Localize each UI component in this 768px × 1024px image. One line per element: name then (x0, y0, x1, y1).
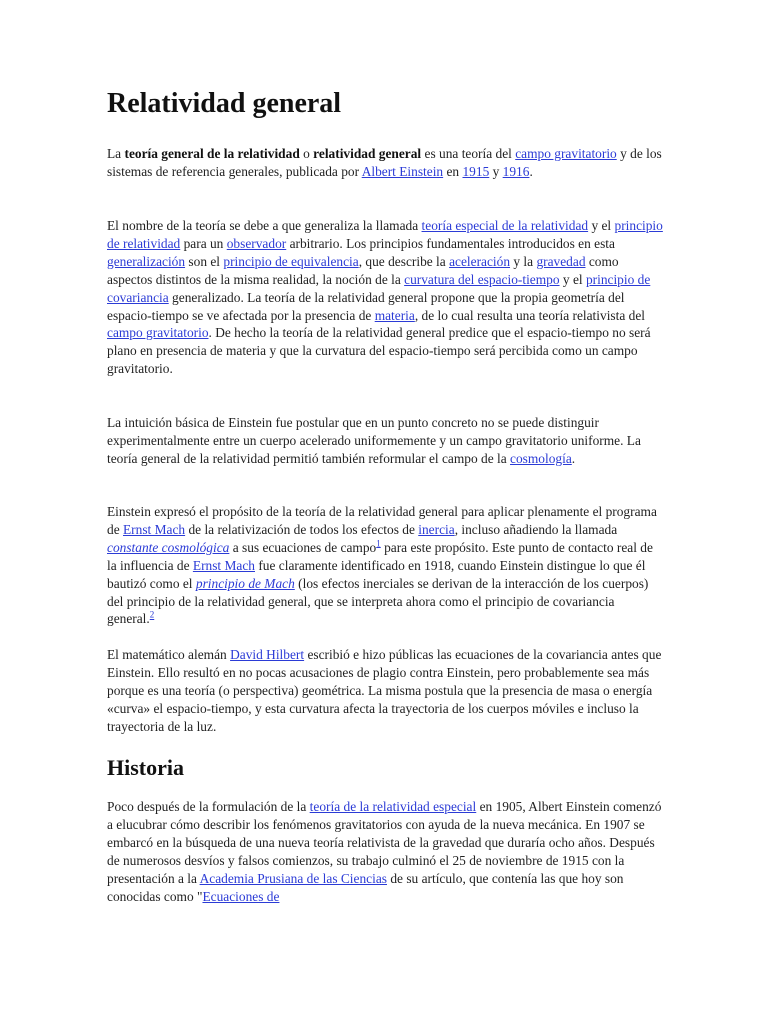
text: o (299, 146, 314, 161)
paragraph-mach (107, 503, 663, 628)
text: y de los sistemas de referencia generales, publicada por (107, 146, 662, 179)
text: en 1905, Albert Einstein comenzó a elucubrar cómo describir los fenómenos gravitatorios con ayuda de la nueva mecánica. En 1907 se embarcó en la búsqueda de una nueva teoría relativista de la gravedad que duraría ocho años. Después de numerosos desvíos y falsos comienzos, su trabajo culminó el 25 de noviembre de 1915 con la presentación a la (107, 799, 662, 886)
link-campo-gravitatorio-2[interactable]: campo gravitatorio (107, 325, 209, 341)
paragraph-intro (107, 145, 663, 181)
footnote-2[interactable] (150, 610, 155, 620)
link-david-hilbert[interactable]: David Hilbert (230, 647, 305, 662)
text: para este propósito. Este punto de contacto real de la influencia de (107, 539, 653, 573)
text: como aspectos distintos de la misma realidad, la noción de la (107, 253, 619, 287)
text: La intuición básica de Einstein fue postular que en un punto concreto no se puede distinguir experimentalmente entre un cuerpo acelerado uniformemente y un campo gravitatorio uniforme. La teoría general de la relatividad permitió también reformular el campo de la (107, 415, 641, 466)
text: y el (588, 218, 615, 233)
link-principio-covariancia[interactable]: principio de covariancia (107, 271, 651, 305)
section-heading-historia: Historia (107, 755, 184, 780)
link-observador[interactable]: observador (226, 235, 287, 251)
footnote-link[interactable]: 1 (376, 538, 381, 549)
text: y el (559, 271, 586, 287)
link-gravedad[interactable]: gravedad (536, 253, 586, 269)
link-curvatura-espacio-tiempo[interactable]: curvatura del espacio-tiempo (404, 271, 560, 287)
footnote-link[interactable]: 2 (149, 609, 155, 620)
paragraph-hilbert (107, 646, 663, 736)
link-generalizacion[interactable]: generalización (107, 253, 186, 269)
text: El matemático alemán (107, 647, 231, 662)
paragraph-historia (107, 798, 663, 905)
link-principio-relatividad[interactable]: principio de relatividad (107, 218, 663, 251)
link-1916[interactable]: 1916 (502, 163, 530, 179)
link-ernst-mach-2[interactable]: Ernst Mach (192, 557, 255, 573)
link-albert-einstein[interactable]: Albert Einstein (361, 163, 444, 179)
text: Poco después de la formulación de la (107, 799, 310, 814)
link-ecuaciones-de[interactable]: Ecuaciones de (202, 888, 280, 904)
link-academia-prusiana[interactable]: Academia Prusiana de las Ciencias (199, 870, 387, 886)
text: Einstein expresó el propósito de la teoría de la relatividad general para aplicar plenamente el programa de (107, 504, 657, 537)
text: La (107, 146, 125, 161)
text: , que describe la (358, 253, 450, 269)
text: , incluso añadiendo la llamada (454, 521, 618, 537)
text: arbitrario. Los principios fundamentales introducidos en esta (286, 235, 615, 251)
paragraph-nombre (107, 217, 663, 378)
text: son el (185, 253, 224, 269)
text: en (443, 163, 463, 179)
text: . (529, 163, 533, 179)
text: , de lo cual resulta una teoría relativista del (414, 307, 645, 323)
bold-term: teoría general de la relatividad (124, 146, 300, 161)
text: y (489, 163, 503, 179)
text: para un (180, 235, 227, 251)
link-aceleracion[interactable]: aceleración (449, 253, 511, 269)
text: El nombre de la teoría se debe a que generaliza la llamada (107, 218, 422, 233)
text: de su artículo, que contenía las que hoy son conocidas como " (107, 870, 624, 904)
text: escribió e hizo públicas las ecuaciones de la covariancia antes que Einstein. Ello resultó en no pocas acusaciones de plagio contra Einstein, pero probablemente sea más porque es una teoría (o perspectiva) geométrica. La misma postula que la presencia de masa o energía «curva» el espacio-tiempo, y esta curvatura afecta la trayectoria de los cuerpos móviles e incluso la trayectoria de la luz. (107, 647, 662, 734)
link-materia[interactable]: materia (374, 307, 415, 323)
page-title: Relatividad general (107, 88, 342, 119)
text: generalizado. La teoría de la relatividad general propone que la propia geometría del espacio-tiempo se ve afectada por la presencia de (107, 289, 625, 323)
link-campo-gravitatorio[interactable]: campo gravitatorio (515, 146, 617, 161)
text: a sus ecuaciones de campo (229, 539, 377, 555)
link-relatividad-especial[interactable]: teoría de la relatividad especial (309, 799, 477, 814)
bold-term: relatividad general (313, 146, 422, 161)
text: y la (510, 253, 537, 269)
text: . De hecho la teoría de la relatividad general predice que el espacio-tiempo no será plano en presencia de materia y que la curvatura del espacio-tiempo será percibida como un campo gravitatorio. (107, 325, 651, 377)
text: de la relativización de todos los efectos de (185, 521, 419, 537)
link-principio-equivalencia[interactable]: principio de equivalencia (223, 253, 359, 269)
link-constante-cosmologica[interactable]: constante cosmológica (107, 539, 230, 555)
text: (los efectos inerciales se derivan de la interacción de los cuerpos) del principio de la relatividad general, que se interpreta ahora como el principio de covariancia general. (107, 575, 649, 627)
link-1915[interactable]: 1915 (462, 163, 490, 179)
link-principio-de-mach[interactable]: principio de Mach (195, 575, 295, 591)
text: fue claramente identificado en 1918, cuando Einstein distingue lo que él bautizó como el (107, 557, 646, 591)
paragraph-intuicion (107, 414, 663, 468)
text: es una teoría del (421, 146, 516, 161)
link-inercia[interactable]: inercia (418, 521, 455, 537)
link-ernst-mach[interactable]: Ernst Mach (123, 521, 186, 537)
link-cosmologia[interactable]: cosmología (510, 450, 572, 466)
text: . (571, 450, 576, 466)
link-teoria-especial[interactable]: teoría especial de la relatividad (421, 218, 589, 233)
